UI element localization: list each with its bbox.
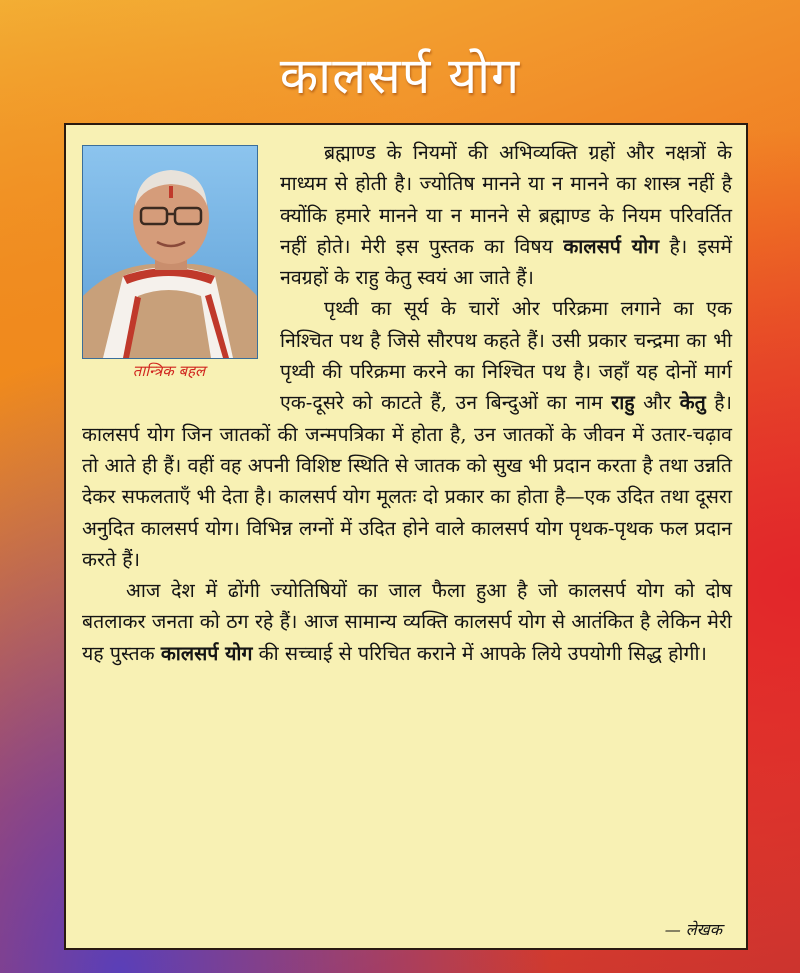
page-title: कालसर्प योग xyxy=(279,47,521,105)
paragraph-3-text: आज देश में ढोंगी ज्योतिषियों का जाल फैला हुआ है जो कालसर्प योग को दोष बतलाकर जनता को ठग रहे हैं। आज सामान्य व्यक्ति कालसर्प योग से आतंकित है लेकिन मेरी यह पुस्तक xyxy=(82,579,732,665)
content-box xyxy=(64,123,748,950)
paragraph-2-text-end: है। कालसर्प योग जिन जातकों की जन्मपत्रिका में होता है, उन जातकों के जीवन में उतार-चढ़ाव तो आते ही हैं। वहीं वह अपनी विशिष्ट स्थिति से जातक को सुख भी प्रदान करता है तथा उन्नति देकर सफलताएँ भी देता है। कालसर्प योग मूलतः दो प्रकार का होता है—एक उदित तथा दूसरा अनुदित कालसर्प योग। विभिन्न लग्नों में उदित होने वाले कालसर्प योग पृथक-पृथक फल प्रदान करते हैं। xyxy=(82,391,732,571)
book-title-emphasis-2: कालसर्प योग xyxy=(160,641,253,665)
foreword-text xyxy=(82,137,732,669)
book-title-emphasis: कालसर्प योग xyxy=(563,234,660,258)
paragraph-1-text: ब्रह्माण्ड के नियमों की अभिव्यक्ति ग्रहों और नक्षत्रों के माध्यम से होती है। ज्योतिष मानने या न मानने का शास्त्र नहीं है क्योंकि हमारे मानने या न मानने से ब्रह्माण्ड के नियम परिवर्तित नहीं होते। मेरी इस पुस्तक का विषय xyxy=(280,141,732,258)
author-signature: — लेखक xyxy=(664,920,722,939)
paragraph-2-conjunction: और xyxy=(634,391,680,415)
paragraph-2-text: पृथ्वी का सूर्य के चारों ओर परिक्रमा लगाने का एक निश्चित पथ है जिसे सौरपथ कहते हैं। उसी प्रकार चन्द्रमा का भी पृथ्वी की परिक्रमा करने का निश्चित पथ है। जहाँ यह दोनों मार्ग एक-दूसरे को काटते हैं, उन बिन्दुओं का नाम xyxy=(280,297,732,415)
paragraph-1-text-end: है। इसमें नवग्रहों के राहु केतु स्वयं आ जाते हैं। xyxy=(280,234,732,290)
paragraph-3-text-end: की सच्चाई से परिचित कराने में आपके लिये उपयोगी सिद्ध होगी। xyxy=(252,641,707,665)
ketu-emphasis: केतु xyxy=(679,391,706,415)
author-caption: तान्त्रिक बहल xyxy=(132,362,206,380)
paragraph-3 xyxy=(82,575,732,669)
rahu-emphasis: राहु xyxy=(611,391,635,415)
